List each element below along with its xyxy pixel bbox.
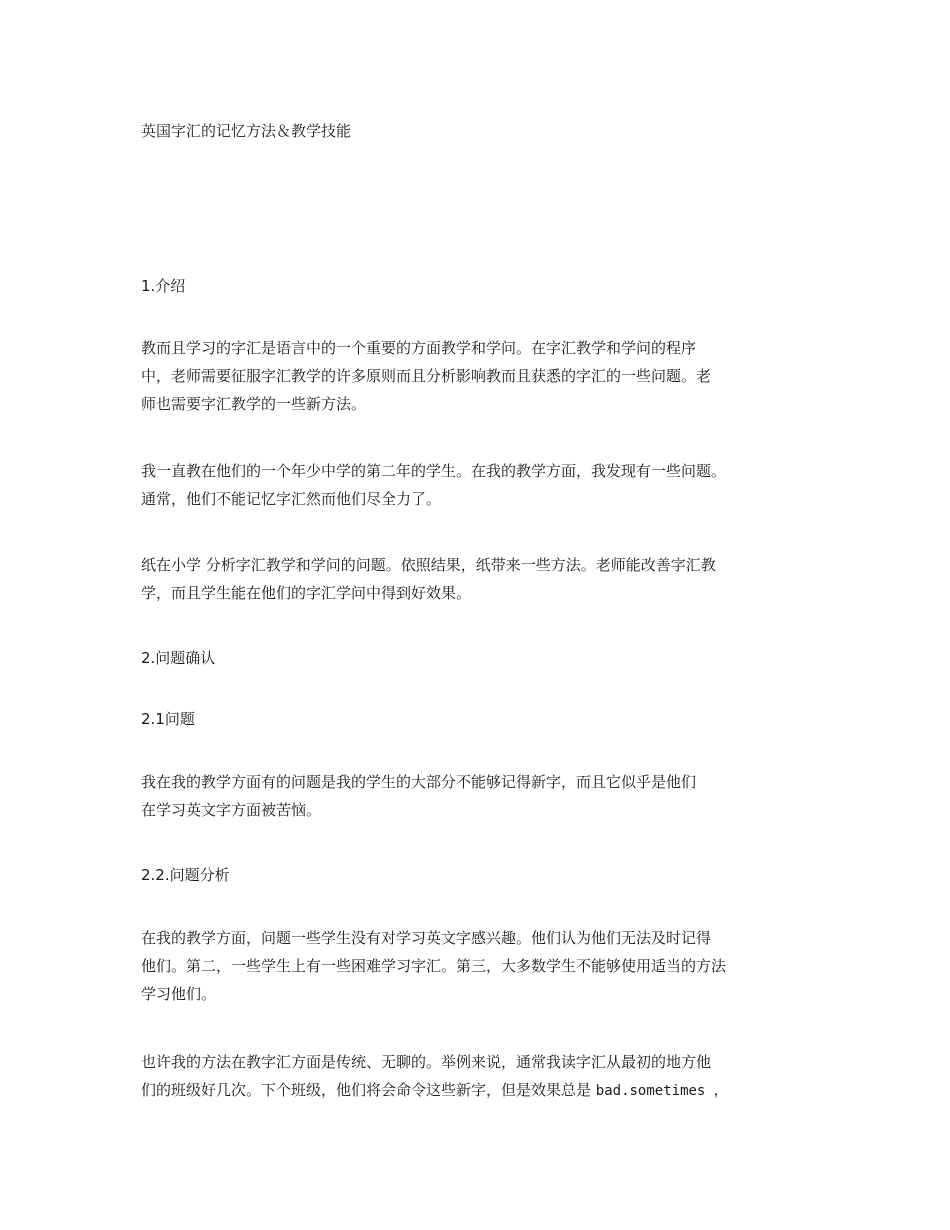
paragraph-line: 在我的教学方面，问题一些学生没有对学习英文字感兴趣。他们认为他们无法及时记得 bbox=[141, 929, 712, 947]
paragraph-text: 们的班级好几次。下个班级，他们将会命令这些新字，但是效果总是 bbox=[141, 1081, 596, 1099]
paragraph-line: 他们。第二，一些学生上有一些困难学习字汇。第三，大多数学生不能够使用适当的方法 bbox=[141, 957, 727, 975]
inline-code-text: bad.sometimes ， bbox=[595, 1083, 728, 1099]
paragraph-line: 学习他们。 bbox=[141, 985, 217, 1003]
paragraph-line: 师也需要字汇教学的一些新方法。 bbox=[141, 395, 367, 413]
document-title: 英国字汇的记忆方法＆教学技能 bbox=[141, 122, 352, 140]
paragraph-intro-1 bbox=[141, 334, 841, 418]
paragraph-line-mixed bbox=[141, 1076, 841, 1105]
paragraph-intro-3 bbox=[141, 551, 841, 607]
paragraph-line: 我在我的教学方面有的问题是我的学生的大部分不能够记得新字，而且它似乎是他们 bbox=[141, 773, 697, 791]
paragraph-line: 我一直教在他们的一个年少中学的第二年的学生。在我的教学方面，我发现有一些问题。 bbox=[141, 462, 727, 480]
paragraph-line: 在学习英文字方面被苦恼。 bbox=[141, 801, 322, 819]
section-heading-problem-identification: 2.问题确认 bbox=[141, 649, 216, 667]
subsection-heading-problem: 2.1问题 bbox=[141, 710, 195, 728]
paragraph-line: 通常，他们不能记忆字汇然而他们尽全力了。 bbox=[141, 490, 442, 508]
paragraph-line: 也许我的方法在教字汇方面是传统、无聊的。举例来说，通常我读字汇从最初的地方他 bbox=[141, 1053, 712, 1071]
paragraph-analysis-1 bbox=[141, 924, 841, 1008]
subsection-heading-problem-analysis: 2.2.问题分析 bbox=[141, 866, 230, 884]
paragraph-analysis-2 bbox=[141, 1048, 841, 1105]
paragraph-line: 教而且学习的字汇是语言中的一个重要的方面教学和学问。在字汇教学和学问的程序 bbox=[141, 339, 697, 357]
paragraph-line: 学，而且学生能在他们的字汇学问中得到好效果。 bbox=[141, 584, 472, 602]
paragraph-problem bbox=[141, 768, 841, 824]
paragraph-line: 纸在小学 分析字汇教学和学问的问题。依照结果，纸带来一些方法。老师能改善字汇教 bbox=[141, 556, 716, 574]
paragraph-intro-2 bbox=[141, 457, 841, 513]
section-heading-introduction: 1.介绍 bbox=[141, 277, 186, 295]
paragraph-line: 中，老师需要征服字汇教学的许多原则而且分析影响教而且获悉的字汇的一些问题。老 bbox=[141, 367, 712, 385]
